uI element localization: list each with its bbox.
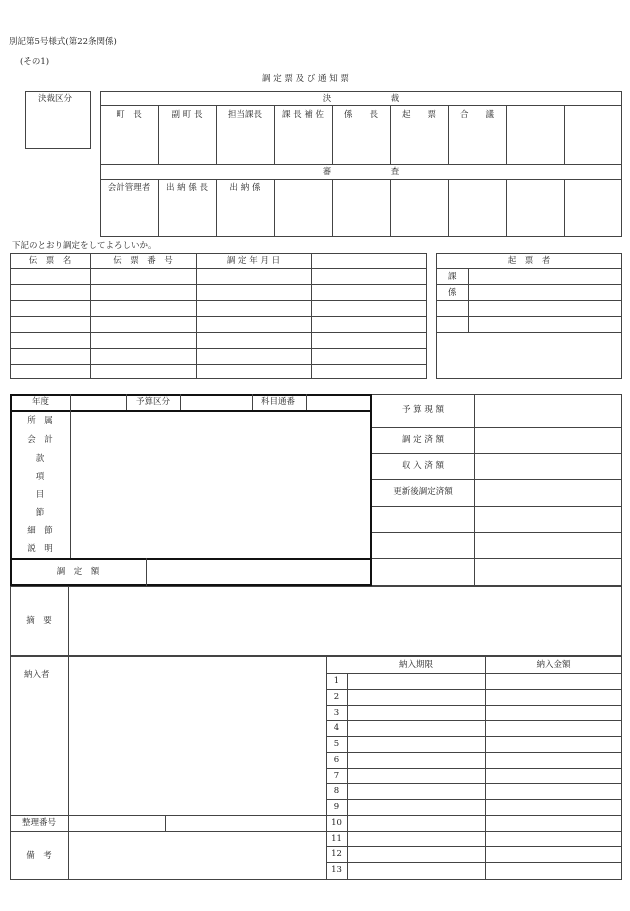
- payer-label: 納入者: [24, 670, 50, 680]
- row-number: 10: [331, 818, 342, 828]
- drafter-kakari: 係: [448, 288, 457, 298]
- row-number: 1: [333, 676, 340, 686]
- row-number: 3: [333, 708, 340, 718]
- row-kan: 款: [35, 454, 45, 464]
- tekiyo-label: 摘 要: [26, 616, 52, 626]
- col-denpyo-bango: 伝 票 番 号: [113, 256, 173, 266]
- kamoku-tsuban-label: 科目通番: [261, 397, 296, 407]
- row-shozoku: 所 属: [27, 416, 53, 426]
- nendo-label: 年度: [32, 397, 50, 407]
- label-shunyu-zumi: 収 入 済 額: [401, 461, 445, 471]
- role-cho: 町 長: [116, 110, 142, 120]
- row-number: 5: [333, 739, 340, 749]
- yosan-kubun-label: 予算区分: [136, 397, 171, 407]
- row-number: 11: [331, 834, 342, 844]
- role-gogi: 合 議: [459, 110, 494, 120]
- row-kaikei: 会 計: [27, 435, 53, 445]
- form-reference: 別記第5号様式(第22条関係): [9, 37, 117, 47]
- row-number: 2: [333, 692, 340, 702]
- row-number: 6: [333, 755, 340, 765]
- form-part-label: (その1): [20, 57, 50, 67]
- col-chotei-date: 調 定 年 月 日: [226, 256, 281, 266]
- row-number: 8: [333, 786, 340, 796]
- role-suito-kakari: 出 納 係: [229, 183, 261, 193]
- kessai-header: 決 裁: [322, 94, 400, 104]
- row-setsumei: 説 明: [27, 544, 53, 554]
- row-ko: 項: [35, 472, 45, 482]
- drafter-header: 起 票 者: [507, 256, 551, 266]
- biko-label: 備 考: [26, 851, 52, 861]
- label-yosan-gengaku: 予 算 現 額: [401, 405, 445, 415]
- role-fukucho: 副 町 長: [171, 110, 203, 120]
- label-chotei-zumi: 調 定 済 額: [401, 435, 445, 445]
- row-moku: 目: [35, 490, 45, 500]
- seiri-bango-label: 整理番号: [21, 818, 56, 828]
- row-number: 9: [333, 802, 340, 812]
- due-date-header: 納入期限: [398, 660, 433, 670]
- amount-header: 納入金額: [536, 660, 571, 670]
- request-text: 下記のとおり調定をしてよろしいか。: [12, 241, 157, 251]
- role-kaikei-kanrisha: 会計管理者: [107, 183, 151, 193]
- role-kacho-hosa: 課 長 補 佐: [281, 110, 325, 120]
- row-number: 13: [331, 865, 342, 875]
- shinsa-header: 審 査: [322, 167, 400, 177]
- kessai-kubun-label: 決裁区分: [38, 94, 73, 104]
- row-saisetsu: 細 節: [27, 526, 53, 536]
- label-koshingo-chotei: 更新後調定済額: [393, 487, 453, 497]
- drafter-ka: 課: [448, 272, 457, 282]
- tekiyo-box: [10, 586, 622, 656]
- row-number: 4: [333, 723, 340, 733]
- row-number: 7: [333, 771, 340, 781]
- row-number: 12: [331, 849, 342, 859]
- role-kakaricho: 係 長: [343, 110, 378, 120]
- role-suito-kakaricho: 出 納 係 長: [165, 183, 209, 193]
- role-kihyo: 起 票: [401, 110, 436, 120]
- form-title: 調 定 票 及 び 通 知 票: [262, 74, 349, 84]
- chotei-gaku-label: 調 定 額: [56, 567, 100, 577]
- row-setsu: 節: [35, 508, 45, 518]
- role-tanto-kacho: 担当課長: [227, 110, 262, 120]
- col-denpyo-mei: 伝 票 名: [28, 256, 72, 266]
